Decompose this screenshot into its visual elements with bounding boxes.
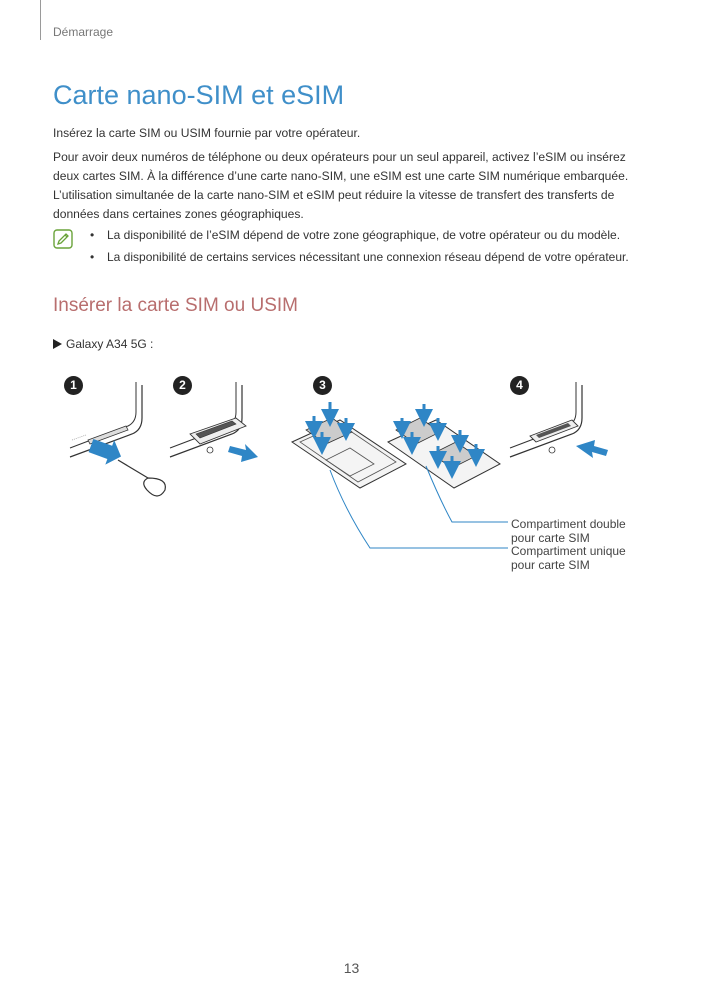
page-number: 13 <box>343 960 360 976</box>
step-number-3: 3 <box>313 376 332 395</box>
note-item: • La disponibilité de l’eSIM dépend de votre zone géographique, de votre opérateur ou du modèle. <box>90 227 629 249</box>
step2-tray-out-illustration <box>170 382 258 462</box>
page-title: Carte nano-SIM et eSIM <box>53 80 345 110</box>
note-icon <box>53 229 73 249</box>
step-number-2: 2 <box>173 376 192 395</box>
step-number-4: 4 <box>510 376 529 395</box>
step4-tray-in-illustration <box>510 382 608 458</box>
section-label: Démarrage <box>53 25 114 39</box>
note-item: • La disponibilité de certains services nécessitant une connexion réseau dépend de votre opérateur. <box>90 249 629 271</box>
callout-single-tray: Compartiment unique pour carte SIM <box>511 544 626 572</box>
step3-dual-tray-illustration <box>388 404 500 488</box>
model-label <box>53 337 153 351</box>
esim-paragraph: Pour avoir deux numéros de téléphone ou deux opérateurs pour un seul appareil, activez l’eSIM ou insérez deux cartes SIM. À la différence d’une carte nano-SIM, une eSIM est une carte SIM numérique embarquée. L’utilisation simultanée de la carte nano-SIM et eSIM peut réduire la vitesse de transfert des transferts de données dans certaines zones géographiques. <box>53 150 629 221</box>
step3-single-tray-illustration <box>292 402 406 488</box>
step1-phone-illustration <box>70 382 165 496</box>
margin-rule <box>40 0 41 40</box>
notes-list <box>90 227 629 271</box>
model-name: Galaxy A34 5G : <box>66 337 154 351</box>
section-subtitle: Insérer la carte SIM ou USIM <box>53 295 298 316</box>
step-number-1: 1 <box>64 376 83 395</box>
callout-dual-tray: Compartiment double pour carte SIM <box>511 517 626 545</box>
intro-paragraph: Insérez la carte SIM ou USIM fournie par votre opérateur. <box>53 126 361 140</box>
triangle-bullet-icon <box>53 339 62 349</box>
